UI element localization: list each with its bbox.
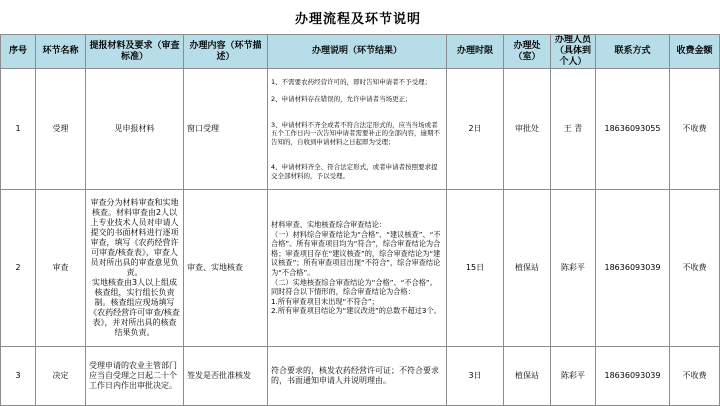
cell-contact: 18636093055 (596, 69, 670, 190)
cell-content: 窗口受理 (184, 69, 268, 190)
cell-stage: 受理 (36, 69, 86, 190)
cell-fee: 不收费 (670, 69, 720, 190)
table-row (1, 347, 720, 406)
cell-person: 陈彩平 (551, 347, 596, 406)
cell-no: 2 (1, 190, 36, 347)
page-title: 办理流程及环节说明 (294, 11, 421, 27)
cell-office: 植保站 (504, 347, 551, 406)
cell-explain: 材料审查、实地核查综合审查结论： （一）材料综合审查结论为“合格”、“建议核查”、“不合格”。所有审查项目均为“符合”，综合审查结论为合格；审查项目存在“建议核查”的，综合审查结论为“建议核查”；所有审查项目出现“不符合”，综合审查结论为“不合格”。 （二）实地核查综合审查结论为“合格”、“不合格”。 同时符合以下情形的，综合审查结论为合格： 1.所有审查项目未出现“不符合”； 2.所有审查项目结论为“建议改进”的总数不超过3个。 (268, 190, 447, 347)
cell-contact: 18636093039 (596, 190, 670, 347)
cell-fee: 不收费 (670, 347, 720, 406)
cell-materials: 审查分为材料审查和实地核查。材料审查由2人以上专业技术人员对申请人提交的书面材料进行逐项审查，填写《农药经营许可审查/核查表》，审查人员对所出具的审查意见负责。 实地核查由3人以上组成核查组，实行组长负责制。核查组应现场填写《农药经营许可审查/核查表》，并对所出具的核查结果负责。 (86, 190, 184, 347)
cell-no: 3 (1, 347, 36, 406)
cell-person: 王 青 (551, 69, 596, 190)
cell-fee: 不收费 (670, 190, 720, 347)
cell-content: 审查、实地核查 (184, 190, 268, 347)
cell-time-limit: 2日 (447, 69, 504, 190)
cell-explain: 1、不需要农药经营许可的，即时告知申请者不予受理； 2、申请材料存在错误的，允许申请者当场更正； 3、申请材料不齐全或者不符合法定形式的，应当当场或者五个工作日内一次告知申请者需要补正的全部内容，逾期不告知的，自收到申请材料之日起即为受理； 4、申请材料齐全、符合法定形式，或者申请者按照要求提交全部材料的，予以受理。 (268, 69, 447, 190)
cell-materials: 见申报材料 (86, 69, 184, 190)
header-fee: 收费金额 (670, 35, 720, 69)
cell-contact: 18636093039 (596, 347, 670, 406)
table-row (1, 190, 720, 347)
cell-office: 审批处 (504, 69, 551, 190)
header-content: 办理内容（环节描述） (184, 35, 268, 69)
cell-stage: 审查 (36, 190, 86, 347)
header-no: 序号 (1, 35, 36, 69)
header-materials: 提报材料及要求（审查标准） (86, 35, 184, 69)
header-explain: 办理说明（环节结果） (268, 35, 447, 69)
cell-stage: 决定 (36, 347, 86, 406)
cell-no: 1 (1, 69, 36, 190)
table-row (1, 69, 720, 190)
process-table (0, 34, 720, 406)
cell-explain: 符合要求的，核发农药经营许可证；不符合要求的，书面通知申请人并说明理由。 (268, 347, 447, 406)
header-time-limit: 办理时限 (447, 35, 504, 69)
cell-time-limit: 15日 (447, 190, 504, 347)
header-row (1, 35, 720, 69)
cell-person: 陈彩平 (551, 190, 596, 347)
cell-materials: 受理申请的农业主管部门应当自受理之日起二十个工作日内作出审批决定。 (86, 347, 184, 406)
header-contact: 联系方式 (596, 35, 670, 69)
cell-time-limit: 3日 (447, 347, 504, 406)
cell-office: 植保站 (504, 190, 551, 347)
title-row (0, 0, 720, 34)
header-person: 办理人员（具体到个人） (551, 35, 596, 69)
cell-content: 签发是否批准核发 (184, 347, 268, 406)
header-office: 办理处（室） (504, 35, 551, 69)
header-stage: 环节名称 (36, 35, 86, 69)
